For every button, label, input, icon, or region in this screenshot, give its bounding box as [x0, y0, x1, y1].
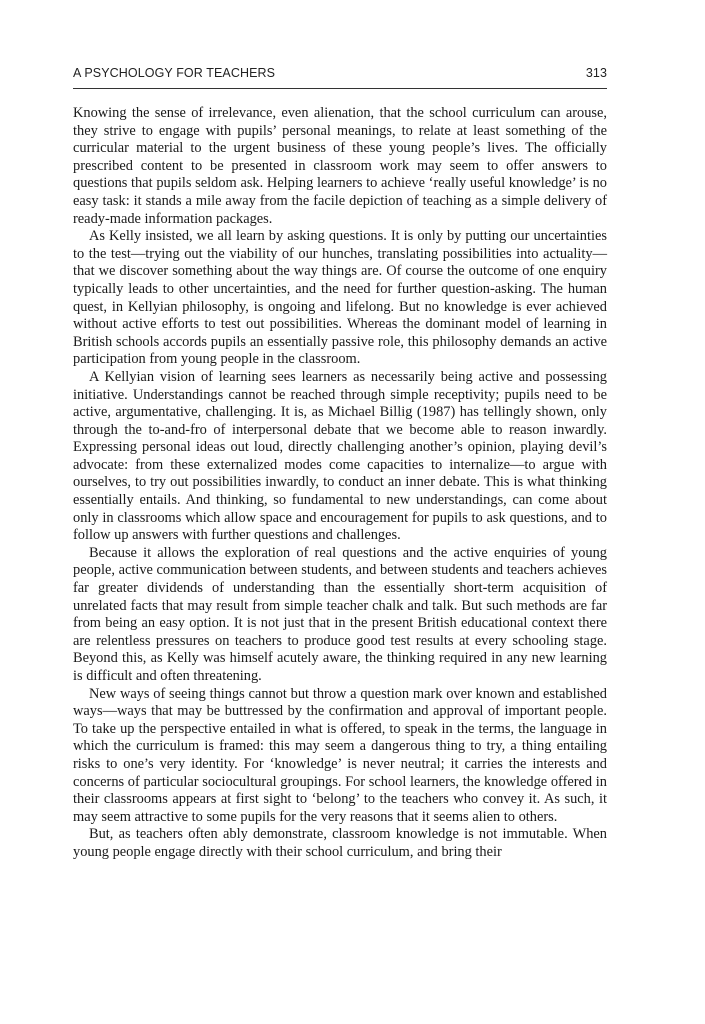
header-rule [73, 88, 607, 89]
paragraph: New ways of seeing things cannot but throw a question mark over known and established ways—ways that may be buttressed by the confirmation and approval of important people. To take up the perspective entailed in what is offered, to speak in the terms, the language in which the curriculum is framed: this may seem a dangerous thing to try, a thing entailing risks to one’s very identity. For ‘knowledge’ is never neutral; it carries the interests and concerns of particular sociocultural groupings. For school learners, the knowledge offered in their classrooms appears at first sight to ‘belong’ to the teachers who convey it. As such, it may seem attractive to some pupils for the very reasons that it seems alien to others. [73, 685, 607, 825]
paragraph: As Kelly insisted, we all learn by asking questions. It is only by putting our uncertainties to the test—trying out the viability of our hunches, translating possibilities into actuality—that we discover something about the way things are. Of course the outcome of one enquiry typically leads to other uncertainties, and the need for further question-asking. The human quest, in Kellyian philosophy, is ongoing and lifelong. But no knowledge is ever achieved without active efforts to test out possibilities. Whereas the dominant model of learning in British schools accords pupils an essentially passive role, this philosophy demands an active participation from young people in the classroom. [73, 228, 607, 368]
running-head [73, 66, 607, 80]
running-head-title: A PSYCHOLOGY FOR TEACHERS [73, 66, 276, 80]
paragraph: A Kellyian vision of learning sees learners as necessarily being active and possessing initiative. Understandings cannot be reached through simple receptivity; pupils need to be active, argumentative, challenging. It is, as Michael Billig (1987) has tellingly shown, only through the to-and-fro of interpersonal debate that we become able to reason inwardly. Expressing personal ideas out loud, directly challenging another’s opinion, playing devil’s advocate: from these externalized modes come capacities to internalize—to argue with ourselves, to try out possibilities inwardly, to conduct an inner debate. This is what thinking essentially entails. And thinking, so fundamental to new understandings, can come about only in classrooms which allow space and encouragement for pupils to ask questions, and to follow up answers with further questions and challenges. [73, 368, 607, 544]
paragraph: Knowing the sense of irrelevance, even alienation, that the school curriculum can arouse, they strive to engage with pupils’ personal meanings, to relate at least something of the curricular material to the urgent business of these young people’s lives. The officially prescribed content to be presented in classroom work may seem to offer answers to questions that pupils seldom ask. Helping learners to achieve ‘really useful knowledge’ is no easy task: it stands a mile away from the facile depiction of teaching as a simple delivery of ready-made information packages. [73, 105, 607, 227]
paragraph: Because it allows the exploration of real questions and the active enquiries of young people, active communication between students, and between students and teachers achieves far greater dividends of understanding than the essentially short-term acquisition of unrelated facts that may result from simple teacher chalk and talk. But such methods are far from being an easy option. It is not just that in the present British educational context there are relentless pressures on teachers to produce good test results at every schooling stage. Beyond this, as Kelly was himself acutely aware, the thinking required in any new learning is difficult and often threatening. [73, 544, 607, 684]
body-text [73, 105, 607, 862]
page-number: 313 [585, 66, 607, 80]
paragraph: But, as teachers often ably demonstrate, classroom knowledge is not immutable. When young people engage directly with their school curriculum, and bring their [73, 826, 607, 860]
